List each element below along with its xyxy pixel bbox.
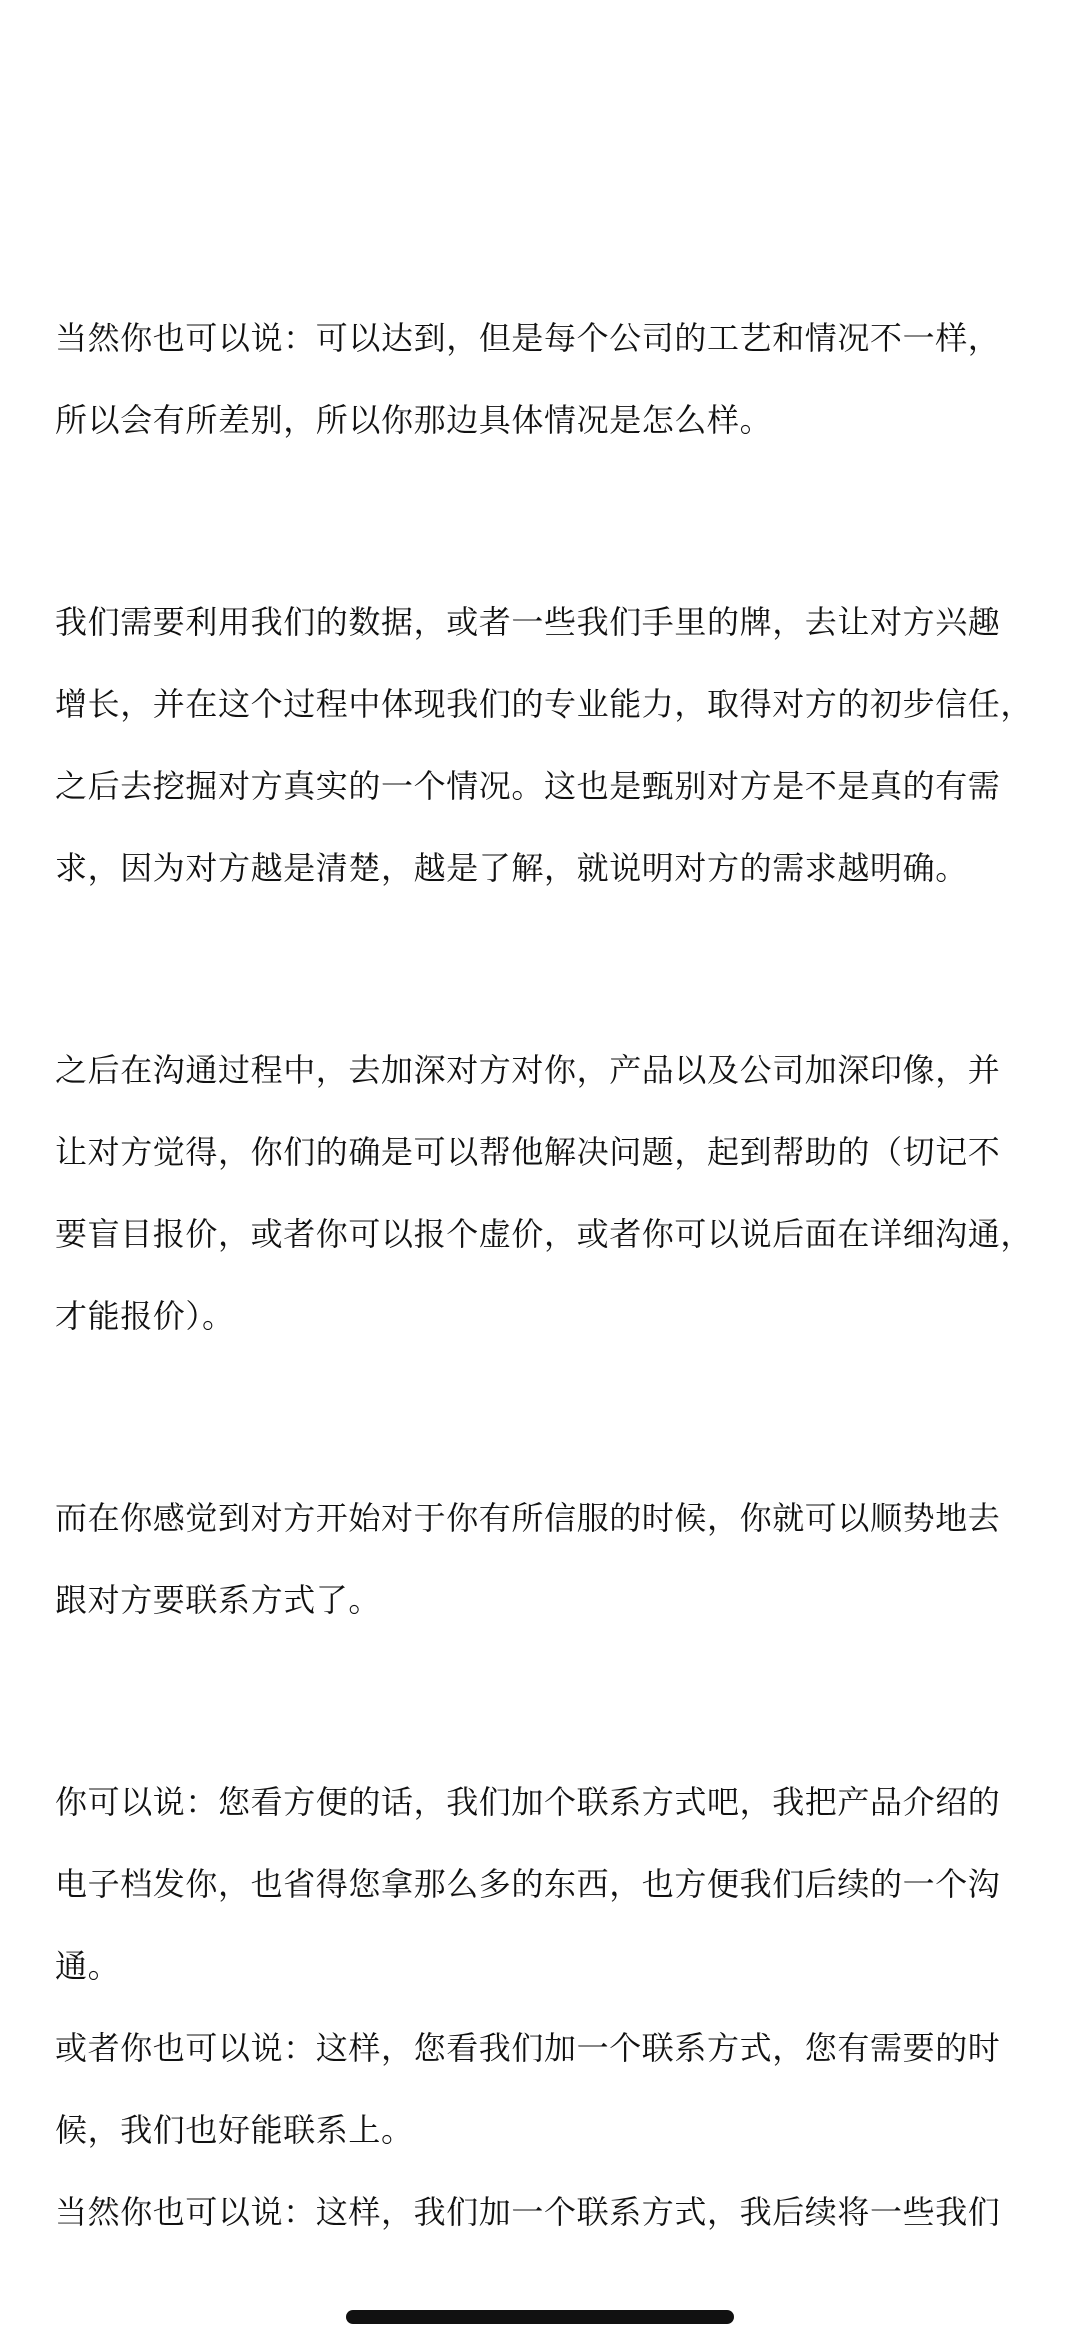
text-line: 候，我们也好能联系上。 (55, 2111, 414, 2149)
home-indicator[interactable] (346, 2310, 734, 2324)
text-line: 之后在沟通过程中，去加深对方对你，产品以及公司加深印像，并 (55, 1051, 1001, 1089)
text-line: 当然你也可以说：这样，我们加一个联系方式，我后续将一些我们 (55, 2193, 1001, 2231)
text-line: 我们需要利用我们的数据，或者一些我们手里的牌，去让对方兴趣 (55, 603, 1001, 641)
article-body (55, 318, 1035, 2232)
text-line: 让对方觉得，你们的确是可以帮他解决问题，起到帮助的（切记不 (55, 1133, 1001, 1171)
text-line: 或者你也可以说：这样，您看我们加一个联系方式，您有需要的时 (55, 2029, 1001, 2067)
text-line: 电子档发你，也省得您拿那么多的东西，也方便我们后续的一个沟 (55, 1865, 1001, 1903)
paragraph (55, 318, 1035, 440)
text-line: 跟对方要联系方式了。 (55, 1581, 382, 1619)
text-line: 你可以说：您看方便的话，我们加个联系方式吧，我把产品介绍的 (55, 1783, 1001, 1821)
text-line: 而在你感觉到对方开始对于你有所信服的时候，你就可以顺势地去 (55, 1499, 1001, 1537)
text-line: 增长，并在这个过程中体现我们的专业能力，取得对方的初步信任， (55, 685, 1034, 723)
paragraph (55, 1498, 1035, 1620)
text-line: 之后去挖掘对方真实的一个情况。这也是甄别对方是不是真的有需 (55, 767, 1001, 805)
paragraph (55, 602, 1035, 888)
text-line: 求，因为对方越是清楚，越是了解，就说明对方的需求越明确。 (55, 849, 968, 887)
text-line: 当然你也可以说：可以达到，但是每个公司的工艺和情况不一样， (55, 319, 1001, 357)
text-line: 才能报价）。 (55, 1297, 235, 1335)
paragraph (55, 2028, 1035, 2150)
paragraph (55, 2192, 1035, 2232)
text-line: 要盲目报价，或者你可以报个虚价，或者你可以说后面在详细沟通， (55, 1215, 1034, 1253)
paragraph (55, 1050, 1035, 1336)
text-line: 所以会有所差别，所以你那边具体情况是怎么样。 (55, 401, 773, 439)
text-line: 通。 (55, 1947, 121, 1985)
paragraph (55, 1782, 1035, 1986)
